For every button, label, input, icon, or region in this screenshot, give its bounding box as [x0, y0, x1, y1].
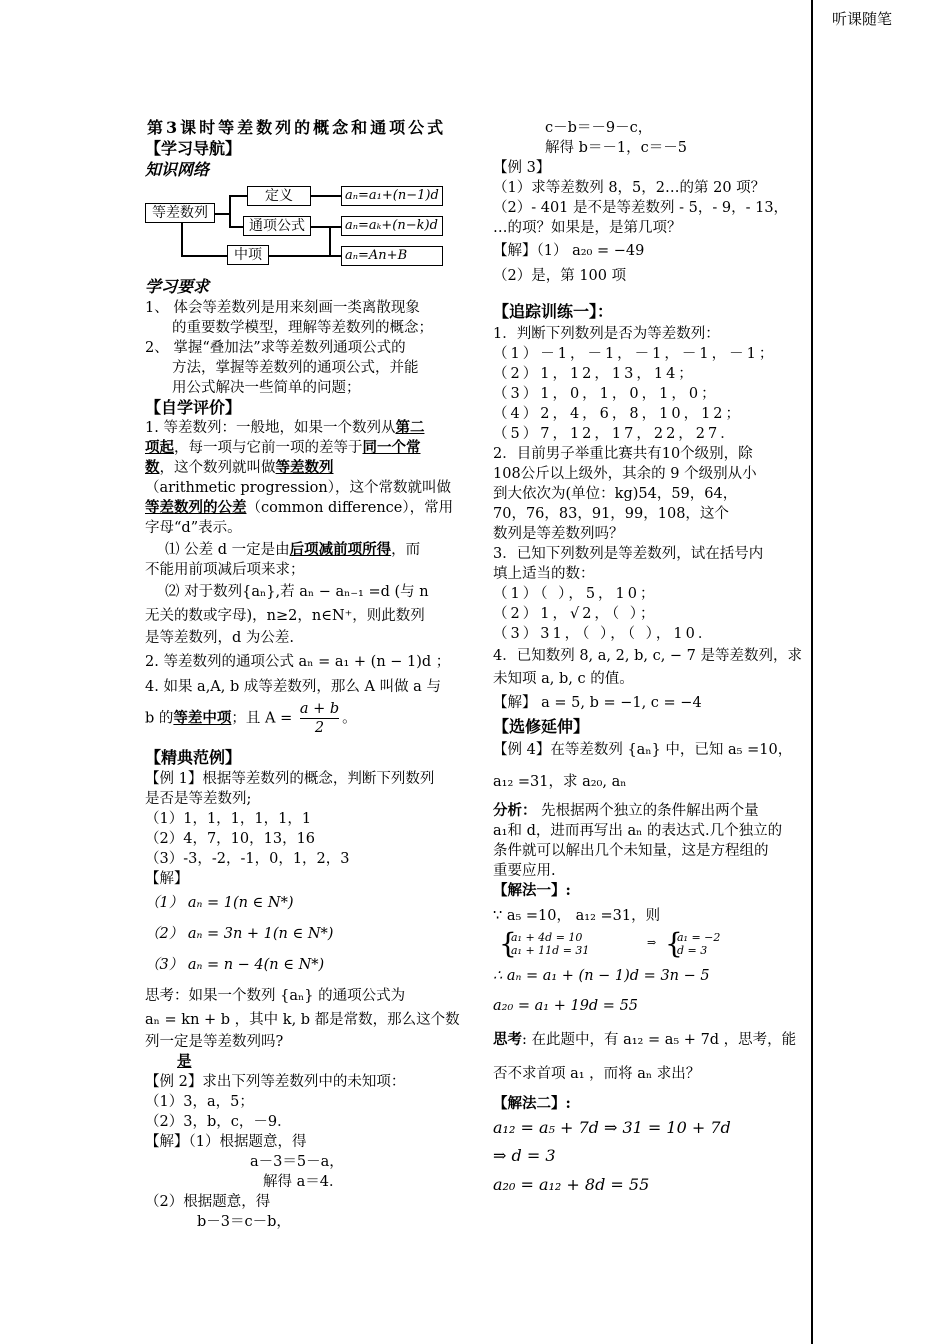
- note-2-cont-2: 是等差数列，d 为公差.: [145, 630, 294, 646]
- tracking-q4-line-2: 未知项 a, b, c 的值。: [493, 671, 634, 687]
- example-1-answer-2: （2） aₙ = 3n + 1(n ∈ N*): [145, 926, 334, 942]
- requirement-2-cont-2: 用公式解决一些简单的问题；: [172, 380, 361, 396]
- example-1-solution-label: 【解】: [145, 871, 189, 887]
- example-2-title: 【例 2】求出下列等差数列中的未知项：: [145, 1074, 406, 1090]
- example-3-item-2: （2）- 401 是不是等差数列 - 5，- 9，- 13，: [493, 200, 789, 216]
- tracking-q3-line-2: 填上适当的数：: [493, 566, 595, 582]
- definition-line-5: 等差数列的公差（common difference），常用: [145, 499, 454, 516]
- example-1-title: 【例 1】根据等差数列的概念，判断下列数列: [145, 771, 435, 787]
- definition-line-1: 1. 等差数列：一般地，如果一个数列从第二: [145, 419, 425, 436]
- example-2-solution-3: 解得 a＝4．: [263, 1174, 344, 1190]
- method-1-a20: a₂₀ = a₁ + 19d = 55: [493, 998, 639, 1014]
- example-2-solution-7: 解得 b＝－1，c＝－5: [545, 140, 687, 156]
- nav-heading: 【学习导航】: [145, 139, 242, 158]
- node-general-formula: 通项公式: [243, 216, 311, 236]
- tracking-q4-line-1: 4．已知数列 8, a, 2, b, c, − 7 是等差数列，求: [493, 648, 803, 664]
- middle-term-fraction: $\frac{a + b}{2}$: [299, 701, 340, 736]
- example-3-title: 【例 3】: [493, 160, 551, 176]
- example-3-item-1: （1）求等差数列 8，5，2…的第 20 项？: [493, 180, 766, 196]
- requirements-heading: 学习要求: [145, 277, 210, 296]
- tracking-q2-line-5: 数列是等差数列吗？: [493, 526, 624, 542]
- example-1-answer-3: （3） aₙ = n − 4(n ∈ N*): [145, 957, 325, 973]
- sidebar-divider: [811, 0, 813, 1344]
- think-line-2: aₙ = kn + b ，其中 k, b 都是常数，那么这个数: [145, 1012, 460, 1028]
- lesson-title: 第3课时等差数列的概念和通项公式: [147, 118, 447, 137]
- network-heading: 知识网络: [145, 160, 210, 179]
- node-arithmetic-sequence: 等差数列: [145, 203, 215, 223]
- formula-box-3: aₙ=An+B: [341, 246, 443, 266]
- example-1-item-3: （3）-3，-2，-1，0，1，2，3: [145, 851, 350, 867]
- tracking-q1-item-5: （5）7，12，17，22，27．: [493, 426, 738, 442]
- example-4-line-2: a₁₂ =31，求 a₂₀, aₙ: [493, 774, 627, 790]
- definition-line-6: 字母“d”表示。: [145, 520, 242, 536]
- node-definition: 定义: [247, 186, 311, 206]
- method-1-heading: 【解法一】:: [493, 882, 571, 899]
- analysis-line-2: a₁和 d，进而再写出 aₙ 的表达式.几个独立的: [493, 823, 783, 839]
- example-1-item-2: （2）4，7，10，13，16: [145, 831, 316, 847]
- extension-heading: 【选修延伸】: [493, 717, 590, 736]
- example-3-solution-1: 【解】（1） a₂₀ = −49: [493, 243, 645, 259]
- formula-box-1: aₙ=a₁+(n−1)d: [341, 186, 443, 206]
- note-1: ⑴ 公差 d 一定是由后项减前项所得，而: [165, 541, 421, 558]
- requirement-1-cont: 的重要数学模型，理解等差数列的概念；: [172, 320, 433, 336]
- tracking-q2-line-2: 108公斤以上级外，其余的 9 个级别从小: [493, 466, 757, 482]
- tracking-q1: 1．判断下列数列是否为等差数列：: [493, 326, 720, 342]
- requirement-1: 1、 体会等差数列是用来刻画一类离散现象: [145, 300, 420, 316]
- example-4-line-1: 【例 4】在等差数列 {aₙ} 中，已知 a₅ =10，: [493, 742, 793, 758]
- tracking-q1-item-2: （2）1，12，13，14；: [493, 366, 696, 382]
- example-2-solution-6: c－b＝－9－c，: [545, 120, 653, 136]
- tracking-q1-item-4: （4）2，4，6，8，10，12；: [493, 406, 744, 422]
- think-line-3: 列一定是等差数列吗?: [145, 1034, 284, 1050]
- tracking-q2-line-1: 2．目前男子举重比赛共有10个级别，除: [493, 446, 753, 462]
- middle-term-line-2: b 的等差中项；且 A = $\frac{a + b}{2}$ 。: [145, 701, 357, 736]
- analysis-line-1: 分析： 先根据两个独立的条件解出两个量: [493, 802, 759, 819]
- example-2-solution-2: a－3＝5－a，: [250, 1154, 344, 1170]
- example-2-item-1: （1）3，a，5；: [145, 1094, 254, 1110]
- tracking-q2-line-4: 70，76，83，91，99，108，这个: [493, 506, 729, 522]
- tracking-q1-item-3: （3）1，0，1，0，1，0；: [493, 386, 719, 402]
- example-2-solution-5: b－3＝c－b，: [197, 1214, 291, 1230]
- analysis-line-3: 条件就可以解出几个未知量，这是方程组的: [493, 843, 769, 859]
- note-2: ⑵ 对于数列{aₙ},若 aₙ − aₙ₋₁ =d (与 n: [165, 584, 429, 600]
- tracking-q3-item-1: （1）（ ），5，10；: [493, 586, 658, 602]
- example-3-item-2-cont: …的项？如果是，是第几项？: [493, 220, 682, 236]
- think-line-1: 思考：如果一个数列 {aₙ} 的通项公式为: [145, 988, 406, 1004]
- method-2-step-3: a₂₀ = a₁₂ + 8d = 55: [493, 1175, 650, 1194]
- definition-line-3: 数，这个数列就叫做等差数列: [145, 459, 334, 476]
- example-2-solution-1: 【解】（1）根据题意，得: [145, 1134, 307, 1150]
- tracking-q3-item-3: （3）31，（ ），（ ），10．: [493, 626, 716, 642]
- example-2-solution-4: （2）根据题意，得: [145, 1194, 271, 1210]
- example-1-title-cont: 是否是等差数列;: [145, 791, 252, 807]
- definition-line-4: （arithmetic progression），这个常数就叫做: [145, 480, 451, 496]
- example-1-item-1: （1）1，1，1，1，1，1: [145, 811, 312, 827]
- knowledge-diagram: [145, 183, 445, 273]
- sidebar-notes-title: 听课随笔: [832, 10, 893, 28]
- tracking-heading: 【追踪训练一】：: [493, 302, 614, 321]
- middle-term-line-1: 4. 如果 a,A, b 成等差数列，那么 A 叫做 a 与: [145, 679, 441, 695]
- general-formula-line: 2. 等差数列的通项公式 aₙ = a₁ + (n − 1)d ；: [145, 654, 451, 670]
- note-1-cont: 不能用前项减后项来求；: [145, 562, 305, 578]
- think-answer: 是: [177, 1053, 192, 1070]
- formula-box-2: aₙ=aₖ+(n−k)d: [341, 216, 443, 236]
- example-2-item-2: （2）3，b，c，－9．: [145, 1114, 292, 1130]
- tracking-q4-solution: 【解】 a = 5, b = −1, c = −4: [493, 695, 702, 711]
- method-1-given: ∵ a₅ =10， a₁₂ =31，则: [493, 908, 661, 924]
- method-1-system: { a₁ + 4d = 10 a₁ + 11d = 31 ⇒ { a₁ = −2 d = 3: [499, 927, 721, 960]
- tracking-q3-line-1: 3．已知下列数列是等差数列，试在括号内: [493, 546, 764, 562]
- think-2-line-1: 思考: 在此题中，有 a₁₂ = a₅ + 7d ，思考，能: [493, 1031, 797, 1048]
- tracking-q1-item-1: （1）－1，－1，－1，－1，－1；: [493, 346, 777, 362]
- example-1-answer-1: （1） aₙ = 1(n ∈ N*): [145, 895, 294, 911]
- requirement-2-cont-1: 方法，掌握等差数列的通项公式，并能: [172, 360, 419, 376]
- method-2-heading: 【解法二】:: [493, 1095, 571, 1112]
- examples-heading: 【精典范例】: [145, 748, 242, 767]
- definition-line-2: 项起，每一项与它前一项的差等于同一个常: [145, 439, 421, 456]
- tracking-q2-line-3: 到大依次为(单位：kg)54，59，64，: [493, 486, 738, 502]
- method-2-step-2: ⇒ d = 3: [493, 1146, 556, 1165]
- method-1-general-term: ∴ aₙ = a₁ + (n − 1)d = 3n − 5: [493, 968, 710, 984]
- note-2-cont-1: 无关的数或字母)，n≥2，n∈N⁺，则此数列: [145, 608, 425, 624]
- analysis-line-4: 重要应用.: [493, 863, 556, 879]
- requirement-2: 2、 掌握“叠加法”求等差数列通项公式的: [145, 340, 406, 356]
- tracking-q3-item-2: （2）1，√2，（ ）；: [493, 606, 658, 622]
- method-2-step-1: a₁₂ = a₅ + 7d ⇒ 31 = 10 + 7d: [493, 1118, 731, 1137]
- example-3-solution-2: （2）是，第 100 项: [493, 268, 627, 284]
- think-2-line-2: 否不求首项 a₁ ，而将 aₙ 求出？: [493, 1066, 701, 1082]
- node-middle-term: 中项: [227, 245, 269, 265]
- self-eval-heading: 【自学评价】: [145, 398, 242, 417]
